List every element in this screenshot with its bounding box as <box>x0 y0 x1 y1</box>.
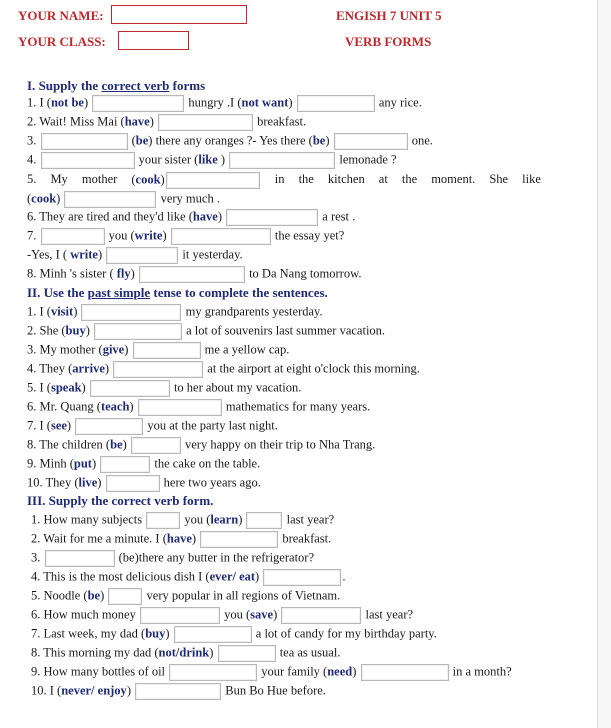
answer-box[interactable] <box>45 550 115 567</box>
answer-box[interactable] <box>131 437 181 454</box>
answer-box[interactable] <box>263 569 341 586</box>
s1-q7: 7. you (write) the essay yet? <box>27 228 345 243</box>
answer-box[interactable] <box>106 247 178 264</box>
answer-box[interactable] <box>361 664 449 681</box>
s2-q3: 3. My mother (give) me a yellow cap. <box>27 342 290 357</box>
answer-box[interactable] <box>100 456 150 473</box>
section2-heading-c: tense to complete the sentences. <box>153 285 328 300</box>
class-label: YOUR CLASS: <box>18 34 106 49</box>
answer-box[interactable] <box>113 361 203 378</box>
answer-box[interactable] <box>41 228 105 245</box>
worksheet-title: ENGISH 7 UNIT 5 <box>336 8 442 23</box>
s2-q4: 4. They (arrive) at the airport at eight o'clock this morning. <box>27 361 420 376</box>
answer-box[interactable] <box>200 531 278 548</box>
s1-q5: 5. My mother (cook) in the kitchen at the moment. She like <box>27 172 541 187</box>
page-edge <box>597 0 611 728</box>
section1-num: I. <box>27 78 36 93</box>
section2-num: II. <box>27 285 41 300</box>
s3-q2: 2. Wait for me a minute. I (have) breakfast. <box>31 531 332 546</box>
s3-q8: 8. This morning my dad (not/drink) tea as usual. <box>31 645 341 660</box>
answer-box[interactable] <box>246 512 282 529</box>
answer-box[interactable] <box>169 664 257 681</box>
s1-q1: 1. I (not be) hungry .I (not want) any rice. <box>27 95 422 110</box>
s3-q3: 3. (be)there any butter in the refrigerator? <box>31 550 315 565</box>
answer-box[interactable] <box>158 114 253 131</box>
answer-box[interactable] <box>171 228 271 245</box>
answer-box[interactable] <box>297 95 375 112</box>
s2-q6: 6. Mr. Quang (teach) mathematics for many years. <box>27 399 371 414</box>
s2-q9: 9. Minh (put) the cake on the table. <box>27 456 261 471</box>
s3-q5: 5. Noodle (be) very popular in all regions of Vietnam. <box>31 588 341 603</box>
s1-q3: 3. (be) there any oranges ?- Yes there (be) one. <box>27 133 433 148</box>
answer-box[interactable] <box>146 512 180 529</box>
s2-q7: 7. I (see) you at the party last night. <box>27 418 278 433</box>
s2-q5: 5. I (speak) to her about my vacation. <box>27 380 302 395</box>
section1-heading-a: Supply the <box>38 78 99 93</box>
s1-q2: 2. Wait! Miss Mai (have) breakfast. <box>27 114 307 129</box>
answer-box[interactable] <box>166 172 260 189</box>
s2-q2: 2. She (buy) a lot of souvenirs last summer vacation. <box>27 323 386 338</box>
section1-heading-c: forms <box>172 78 206 93</box>
answer-box[interactable] <box>334 133 408 150</box>
section1-heading-b: correct verb <box>101 78 170 93</box>
answer-box[interactable] <box>106 475 160 492</box>
answer-box[interactable] <box>218 645 276 662</box>
s2-q8: 8. The children (be) very happy on their trip to Nha Trang. <box>27 437 376 452</box>
s3-q9: 9. How many bottles of oil your family (need) in a month? <box>31 664 512 679</box>
name-input-box[interactable] <box>111 5 247 24</box>
answer-box[interactable] <box>140 607 220 624</box>
answer-box[interactable] <box>92 95 184 112</box>
section2-heading <box>27 285 328 301</box>
answer-box[interactable] <box>64 191 156 208</box>
section2-heading-a: Use the <box>43 285 85 300</box>
answer-box[interactable] <box>41 133 128 150</box>
section3-heading: III. Supply the correct verb form. <box>27 493 214 508</box>
answer-box[interactable] <box>229 152 335 169</box>
s3-q4: 4. This is the most delicious dish I (ever/ eat) . <box>31 569 346 584</box>
section2-heading-b: past simple <box>87 285 151 300</box>
answer-box[interactable] <box>75 418 143 435</box>
answer-box[interactable] <box>174 626 252 643</box>
class-input-box[interactable] <box>118 31 189 50</box>
answer-box[interactable] <box>81 304 181 321</box>
s1-q7-reply: -Yes, I ( write) it yesterday. <box>27 247 243 262</box>
s3-q6: 6. How much money you (save) last year? <box>31 607 414 622</box>
answer-box[interactable] <box>94 323 182 340</box>
answer-box[interactable] <box>90 380 170 397</box>
answer-box[interactable] <box>135 683 221 700</box>
s2-q10: 10. They (live) here two years ago. <box>27 475 261 490</box>
answer-box[interactable] <box>139 266 245 283</box>
answer-box[interactable] <box>133 342 201 359</box>
s3-q1: 1. How many subjects you (learn) last year? <box>31 512 335 527</box>
s1-q6: 6. They are tired and they'd like (have) a rest . <box>27 209 356 224</box>
answer-box[interactable] <box>108 588 142 605</box>
s1-q5-cont: (cook) very much . <box>27 191 220 206</box>
s3-q7: 7. Last week, my dad (buy) a lot of candy for my birthday party. <box>31 626 437 641</box>
answer-box[interactable] <box>226 209 318 226</box>
answer-box[interactable] <box>41 152 135 169</box>
name-label: YOUR NAME: <box>18 8 104 23</box>
s1-q4: 4. your sister (like ) lemonade ? <box>27 152 397 167</box>
answer-box[interactable] <box>281 607 361 624</box>
answer-box[interactable] <box>138 399 222 416</box>
section1-heading <box>27 78 205 94</box>
worksheet-subtitle: VERB FORMS <box>345 34 432 49</box>
s1-q8: 8. Minh 's sister ( fly) to Da Nang tomorrow. <box>27 266 362 281</box>
s2-q1: 1. I (visit) my grandparents yesterday. <box>27 304 323 319</box>
s3-q10: 10. I (never/ enjoy) Bun Bo Hue before. <box>31 683 326 698</box>
